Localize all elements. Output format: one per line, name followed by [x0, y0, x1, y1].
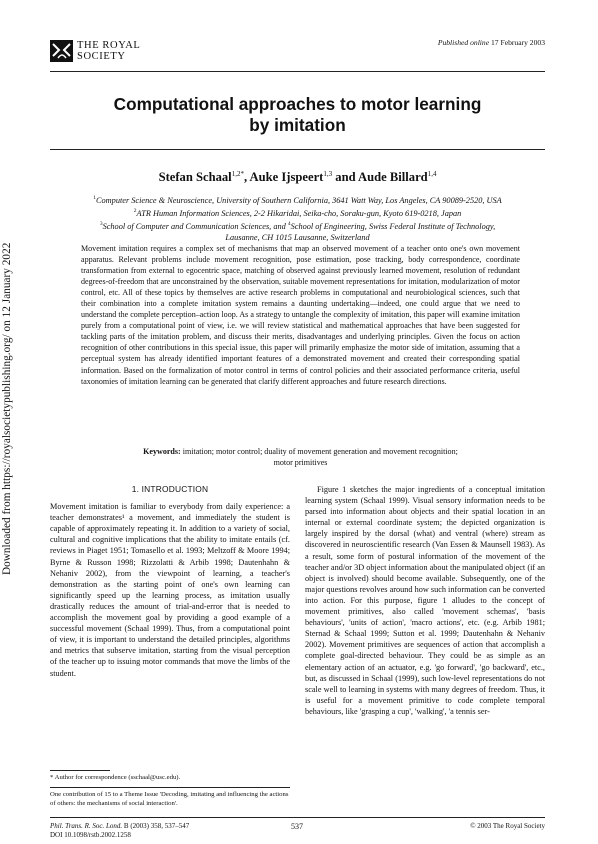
author-ijspeert-affil: 1,3	[323, 170, 333, 178]
keywords	[81, 446, 520, 468]
author-ijspeert: Auke Ijspeert	[249, 170, 324, 185]
page-number: 537	[291, 822, 303, 831]
author-billard: Aude Billard	[358, 170, 428, 185]
published-online	[438, 38, 545, 47]
author-schaal-affil: 1,2*	[231, 170, 244, 178]
header-rule	[50, 71, 545, 72]
footnote-correspondence: * Author for correspondence (sschaal@usc.edu).	[50, 774, 181, 781]
footnote-theme-issue: One contribution of 15 to a Theme Issue 'Decoding, imitating and influencing the actions of others: the mechanisms of social interaction'.	[50, 791, 289, 807]
keywords-label: Keywords:	[143, 447, 181, 456]
footer-volume: B (2003) 358, 537–547	[123, 822, 190, 830]
footer-doi: DOI 10.1098/rstb.2002.1258	[50, 831, 131, 840]
affil-2-num: 2	[133, 208, 137, 215]
title-rule	[50, 149, 545, 150]
affil-2: ATR Human Information Sciences, 2-2 Hikaridai, Seika-cho, Soraku-gun, Kyoto 619-0218, Japan	[136, 208, 462, 218]
affil-3b: School of Engineering, Swiss Federal Institute of Technology,	[290, 221, 496, 231]
footer-copyright: © 2003 The Royal Society	[470, 822, 545, 830]
title-line-2: by imitation	[249, 115, 346, 135]
footnote-rule-2	[50, 787, 290, 788]
section-heading-introduction: 1. INTRODUCTION	[131, 484, 209, 494]
author-schaal: Stefan Schaal	[158, 170, 232, 185]
intro-paragraph-1: Movement imitation is familiar to everybody from daily experience: a teacher demonstrates¹ a movement, and immediately the student is capable of approximately repeating it. In addition to a variety of social, cultural and cognitive implications that the ability to imitate entails (cf. reviews in Piaget 1951; Tomasello et al. 1993; Meltzoff & Moore 1994; Byrne & Russon 1998; Rizzolatti & Arbib 1998; Dautenhahn & Nehaniv 2002), from the viewpoint of learning, a teacher's demonstration as the starting point of one's own learning can significantly speed up the learning process, as imitation usually drastically reduces the amount of trial-and-error that is needed to accomplish the movement goal by providing a good example of a successful movement (Schaal 1999). Thus, from a computational point of view, it is important to understand the detailed principles, algorithms and metrics that subserve imitation, starting from the visual perception of the teacher up to issuing motor commands that move the limbs of the student.	[50, 502, 290, 678]
affil-3a: School of Computer and Communication Sciences, and	[102, 221, 288, 231]
footnote-rule	[50, 770, 110, 771]
title-line-1: Computational approaches to motor learning	[113, 94, 482, 114]
published-date: 17 February 2003	[491, 38, 545, 47]
author-and: and	[335, 170, 356, 185]
affil-1: Computer Science & Neuroscience, University of Southern California, 3641 Watt Way, Los Angeles, CA 90089-2520, USA	[96, 195, 502, 205]
paper-title	[50, 94, 545, 136]
footer-citation	[50, 822, 189, 841]
royal-society-emblem-icon	[50, 40, 73, 62]
author-list: Stefan Schaal$^{1,2*}$, Auke Ijspeert$^{1,3}$ and Aude Billard$^{1,4}$	[158, 170, 437, 185]
left-column	[50, 484, 290, 679]
download-notice	[1, 242, 15, 575]
author-billard-affil: 1,4	[427, 170, 437, 178]
royal-society-logo	[50, 38, 140, 64]
affil-1-num: 1	[93, 195, 96, 201]
logo-line-1: THE ROYAL	[77, 40, 141, 51]
affil-4: Lausanne, CH 1015 Lausanne, Switzerland	[225, 233, 370, 243]
keywords-line-1: imitation; motor control; duality of movement generation and movement recognition;	[182, 447, 458, 456]
intro-paragraph-2: Figure 1 sketches the major ingredients of a conceptual imitation learning system (Schaal 1999). Visual sensory information needs to be parsed into information about objects and their spatial location in an internal or external coordinate system; the depicted organization is largely inspired by the dorsal (what) and ventral (where) stream as discovered in neuroscientific research (Van Essen & Maunsell 1983). As a result, some form of postural information of the movement of the teacher and/or 3D object information about the manipulated object (if an object is involved) should become available. Subsequently, one of the major questions revolves around how such information can be converted into action. For this purpose, figure 1 alludes to the concept of movement primitives, also called 'movement schemas', 'basis behaviours', 'units of action', 'macro actions', etc. (e.g. Arbib 1981; Sternad & Schaal 1999; Sutton et al. 1999; Dautenhahn & Nehaniv 2002). Movement primitives are sequences of action that accomplish a complete goal-directed behaviour. They could be as simple as an elementary action of an actuator, e.g. 'go forward', 'go backward', etc., but, as discussed in Schaal (1999), such low-level representations do not scale well to learning in systems with many degrees of freedom. Thus, it is useful for a movement primitive to code complete temporal behaviours, like 'grasping a cup', 'walking', 'a tennis ser-	[305, 485, 545, 716]
right-column	[305, 484, 545, 717]
affil-3-num: 3	[99, 221, 103, 228]
footer-journal: Phil. Trans. R. Soc. Lond.	[50, 822, 123, 830]
affiliations	[50, 193, 545, 243]
published-label: Published online	[437, 38, 490, 47]
abstract: Movement imitation requires a complex set of mechanisms that map an observed movement of a teacher onto one's own movement apparatus. Relevant problems include movement recognition, pose estimation, pose tracking, body correspondence, coordinate transformation from external to egocentric space, matching of observed against previously learned movement, resolution of redundant degrees-of-freedom that are unconstrained by the observation, suitable movement representations for imitation, modularization of motor control, etc. All of these topics by themselves are active research problems in computational and neurobiological sciences, such that their combination into a complete imitation system remains a daunting undertaking—indeed, one could argue that we need to understand the complete perception–action loop. As a strategy to untangle the complexity of imitation, this paper will examine imitation purely from a computational point of view, i.e. we will review statistical and mathematical approaches that have been suggested for tackling parts of the imitation problem, and discuss their merits, disadvantages and underlying principles. Given the focus on action recognition of other contributions in this special issue, this paper will primarily emphasize the motor side of imitation, assuming that a perceptual system has already identified important features of a demonstrated movement and created their corresponding spatial information. Based on the formalization of motor control in terms of control policies and their associated performance criteria, useful taxonomies of imitation learning can be generated that clarify different approaches and future research directions.	[81, 244, 520, 386]
keywords-line-2: motor primitives	[273, 458, 328, 467]
logo-line-2: SOCIETY	[77, 51, 126, 62]
affil-4-num: 4	[287, 221, 291, 228]
download-notice-text: Downloaded from https://royalsocietypublishing.org/ on 12 January 2022	[1, 242, 13, 575]
footer-rule	[50, 817, 545, 818]
